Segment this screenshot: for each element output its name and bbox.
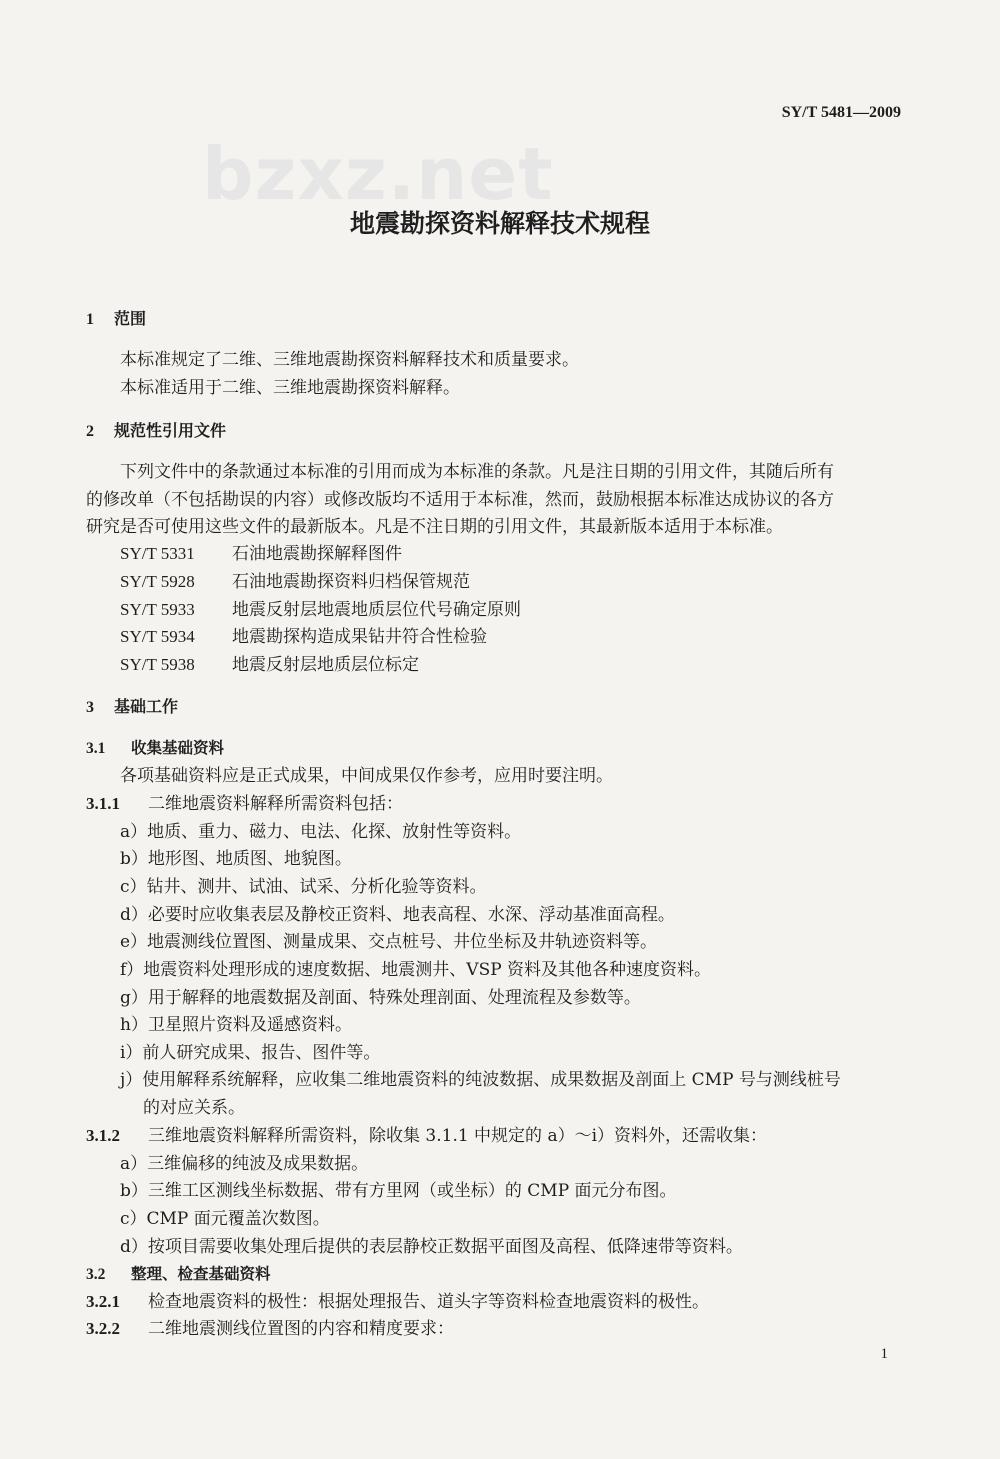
list-item: d）按项目需要收集处理后提供的表层静校正数据平面图及高程、低降速带等资料。 xyxy=(120,1237,743,1257)
clause-number: 3.1.1 xyxy=(86,794,120,813)
section-2-heading xyxy=(86,420,226,443)
list-item: a）三维偏移的纯波及成果数据。 xyxy=(120,1154,369,1174)
list-item: i）前人研究成果、报告、图件等。 xyxy=(120,1043,381,1063)
section-number: 3 xyxy=(86,699,94,716)
section-title: 整理、检查基础资料 xyxy=(131,1265,271,1283)
clause-text: 三维地震资料解释所需资料，除收集 3.1.1 中规定的 a）～i）资料外，还需收集： xyxy=(148,1126,768,1146)
clause-number: 3.2.1 xyxy=(86,1292,120,1311)
clause-number: 3.2.2 xyxy=(86,1319,120,1338)
list-item: b）三维工区测线坐标数据、带有方里网（或坐标）的 CMP 面元分布图。 xyxy=(120,1181,677,1201)
paragraph: 本标准适用于二维、三维地震勘探资料解释。 xyxy=(120,378,460,398)
list-item: c）钻井、测井、试油、试采、分析化验等资料。 xyxy=(120,877,487,897)
reference-item xyxy=(120,543,402,565)
section-title: 收集基础资料 xyxy=(131,739,225,757)
list-item: b）地形图、地质图、地貌图。 xyxy=(120,849,352,869)
clause-text: 二维地震测线位置图的内容和精度要求： xyxy=(148,1319,454,1339)
section-number: 1 xyxy=(86,311,94,328)
clause-text: 二维地震资料解释所需资料包括： xyxy=(148,794,403,814)
reference-title: 地震反射层地质层位标定 xyxy=(232,655,419,675)
reference-item xyxy=(120,571,470,593)
list-item: f）地震资料处理形成的速度数据、地震测井、VSP 资料及其他各种速度资料。 xyxy=(120,960,712,980)
clause-text: 检查地震资料的极性：根据处理报告、道头字等资料检查地震资料的极性。 xyxy=(148,1292,709,1312)
document-title: 地震勘探资料解释技术规程 xyxy=(349,209,650,238)
paragraph: 本标准规定了二维、三维地震勘探资料解释技术和质量要求。 xyxy=(120,350,579,370)
reference-title: 地震勘探构造成果钻井符合性检验 xyxy=(232,627,487,647)
list-item: a）地质、重力、磁力、电法、化探、放射性等资料。 xyxy=(120,822,522,842)
paragraph-line: 下列文件中的条款通过本标准的引用而成为本标准的条款。凡是注日期的引用文件，其随后所有 xyxy=(120,462,834,482)
clause-3-2-2 xyxy=(86,1318,454,1340)
watermark: bzxz.net xyxy=(202,132,554,216)
list-item: j）使用解释系统解释，应收集二维地震资料的纯波数据、成果数据及剖面上 CMP 号与测线桩号 xyxy=(120,1070,841,1090)
section-number: 2 xyxy=(86,423,94,440)
standard-number: SY/T 5481—2009 xyxy=(781,104,901,121)
list-item: c）CMP 面元覆盖次数图。 xyxy=(120,1209,330,1229)
reference-code: SY/T 5928 xyxy=(120,572,195,591)
list-item: e）地震测线位置图、测量成果、交点桩号、井位坐标及井轨迹资料等。 xyxy=(120,932,658,952)
section-1-heading xyxy=(86,308,146,331)
reference-code: SY/T 5331 xyxy=(120,544,195,563)
list-item: d）必要时应收集表层及静校正资料、地表高程、水深、浮动基准面高程。 xyxy=(120,905,675,925)
reference-code: SY/T 5938 xyxy=(120,655,195,674)
subsection-3-1-heading xyxy=(86,737,224,760)
clause-3-1-1 xyxy=(86,793,403,815)
section-3-heading xyxy=(86,696,178,719)
section-title: 范围 xyxy=(114,309,147,328)
paragraph-line: 的修改单（不包括勘误的内容）或修改版均不适用于本标准，然而，鼓励根据本标准达成协议的各方 xyxy=(86,490,834,510)
paragraph-line: 研究是否可使用这些文件的最新版本。凡是不注日期的引用文件，其最新版本适用于本标准。 xyxy=(86,517,783,537)
section-title: 规范性引用文件 xyxy=(114,421,227,440)
reference-code: SY/T 5933 xyxy=(120,600,195,619)
section-number: 3.2 xyxy=(86,1266,106,1283)
list-item-continuation: 的对应关系。 xyxy=(143,1098,245,1118)
page-number: 1 xyxy=(880,1346,888,1362)
reference-item xyxy=(120,599,521,621)
paragraph: 各项基础资料应是正式成果，中间成果仅作参考，应用时要注明。 xyxy=(120,766,613,786)
clause-3-2-1 xyxy=(86,1291,709,1313)
reference-title: 地震反射层地震地质层位代号确定原则 xyxy=(232,600,521,620)
reference-code: SY/T 5934 xyxy=(120,627,195,646)
reference-item xyxy=(120,626,487,648)
subsection-3-2-heading xyxy=(86,1263,271,1286)
list-item: g）用于解释的地震数据及剖面、特殊处理剖面、处理流程及参数等。 xyxy=(120,988,641,1008)
section-title: 基础工作 xyxy=(114,697,179,716)
reference-title: 石油地震勘探资料归档保管规范 xyxy=(232,572,470,592)
section-number: 3.1 xyxy=(86,740,106,757)
clause-3-1-2 xyxy=(86,1125,767,1147)
reference-item xyxy=(120,654,419,676)
list-item: h）卫星照片资料及遥感资料。 xyxy=(120,1015,352,1035)
clause-number: 3.1.2 xyxy=(86,1126,120,1145)
reference-title: 石油地震勘探解释图件 xyxy=(232,544,402,564)
